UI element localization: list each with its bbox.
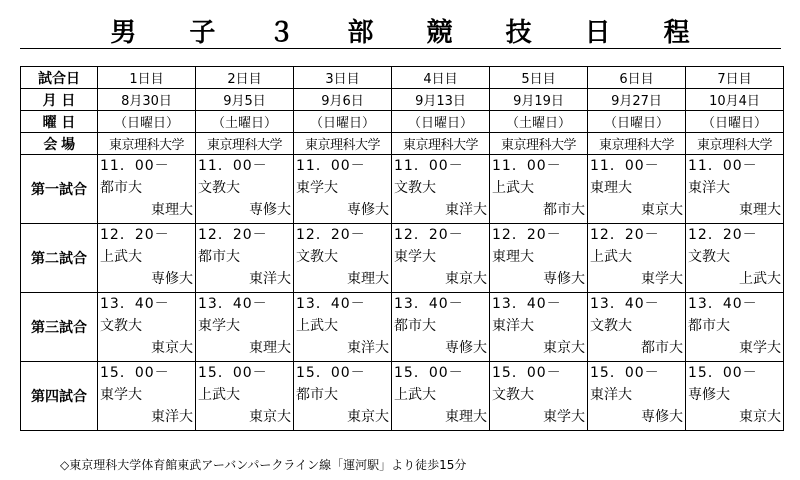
away-team: 東理大 [151, 202, 193, 218]
game-cell [196, 155, 294, 224]
game-cell [294, 155, 392, 224]
game-cell [98, 293, 196, 362]
game-time: 15．00－ [688, 365, 758, 381]
away-team: 上武大 [739, 271, 781, 287]
away-team: 東学大 [641, 271, 683, 287]
away-team: 東京大 [739, 409, 781, 425]
away-team: 東理大 [347, 271, 389, 287]
weekday-cell: （日曜日） [588, 111, 686, 133]
home-team: 都市大 [296, 387, 338, 403]
venue-cell: 東京理科大学 [588, 133, 686, 155]
home-team: 都市大 [688, 318, 730, 334]
game-row [21, 362, 784, 431]
away-team: 東洋大 [445, 202, 487, 218]
game-cell [294, 224, 392, 293]
game-cell [686, 293, 784, 362]
match-day-cell: 4日目 [392, 67, 490, 89]
away-team: 東京大 [445, 271, 487, 287]
game-time: 12．20－ [100, 227, 170, 243]
game-cell [588, 293, 686, 362]
venue-access-note: ◇東京理科大学体育館東武アーバンパークライン線「運河駅」より徒歩15分 [60, 458, 467, 472]
venue-cell: 東京理科大学 [686, 133, 784, 155]
game-cell [98, 362, 196, 431]
match-day-label: 試合日 [21, 67, 98, 89]
away-team: 都市大 [543, 202, 585, 218]
home-team: 文教大 [688, 249, 730, 265]
game-time: 11．00－ [296, 158, 366, 174]
game-cell [588, 224, 686, 293]
home-team: 東学大 [100, 387, 142, 403]
game-cell [588, 362, 686, 431]
away-team: 都市大 [641, 340, 683, 356]
game-cell [490, 224, 588, 293]
date-cell: 9月6日 [294, 89, 392, 111]
game-cell [196, 293, 294, 362]
match-day-cell: 6日目 [588, 67, 686, 89]
schedule-table [20, 66, 784, 431]
away-team: 東洋大 [249, 271, 291, 287]
away-team: 東理大 [739, 202, 781, 218]
match-day-cell: 7日目 [686, 67, 784, 89]
weekday-cell: （日曜日） [392, 111, 490, 133]
weekday-cell: （日曜日） [294, 111, 392, 133]
game-time: 11．00－ [198, 158, 268, 174]
game-time: 11．00－ [394, 158, 464, 174]
away-team: 専修大 [151, 271, 193, 287]
home-team: 都市大 [394, 318, 436, 334]
game-time: 13．40－ [100, 296, 170, 312]
match-day-row [21, 67, 784, 89]
home-team: 上武大 [296, 318, 338, 334]
game-time: 12．20－ [688, 227, 758, 243]
home-team: 上武大 [590, 249, 632, 265]
game-time: 13．40－ [394, 296, 464, 312]
home-team: 文教大 [198, 180, 240, 196]
away-team: 東京大 [347, 409, 389, 425]
page-title: 男 子 ３ 部 競 技 日 程 [110, 17, 712, 48]
match-day-cell: 1日目 [98, 67, 196, 89]
weekday-cell: （日曜日） [686, 111, 784, 133]
game-time: 11．00－ [100, 158, 170, 174]
game-time: 12．20－ [492, 227, 562, 243]
away-team: 東京大 [249, 409, 291, 425]
game-label: 第一試合 [21, 155, 98, 224]
match-day-cell: 2日目 [196, 67, 294, 89]
game-time: 13．40－ [492, 296, 562, 312]
match-day-cell: 3日目 [294, 67, 392, 89]
away-team: 東理大 [445, 409, 487, 425]
game-label: 第二試合 [21, 224, 98, 293]
game-time: 11．00－ [492, 158, 562, 174]
home-team: 東学大 [394, 249, 436, 265]
game-time: 12．20－ [590, 227, 660, 243]
date-cell: 9月5日 [196, 89, 294, 111]
away-team: 東学大 [543, 409, 585, 425]
home-team: 東洋大 [492, 318, 534, 334]
away-team: 東理大 [249, 340, 291, 356]
weekday-label: 曜 日 [21, 111, 98, 133]
game-time: 15．00－ [100, 365, 170, 381]
game-time: 13．40－ [198, 296, 268, 312]
home-team: 上武大 [100, 249, 142, 265]
game-time: 12．20－ [198, 227, 268, 243]
venue-cell: 東京理科大学 [196, 133, 294, 155]
date-cell: 8月30日 [98, 89, 196, 111]
match-day-cell: 5日目 [490, 67, 588, 89]
home-team: 上武大 [198, 387, 240, 403]
game-rows [21, 155, 784, 431]
game-cell [490, 362, 588, 431]
game-cell [98, 155, 196, 224]
game-cell [686, 362, 784, 431]
game-time: 11．00－ [688, 158, 758, 174]
home-team: 上武大 [492, 180, 534, 196]
game-cell [392, 293, 490, 362]
game-cell [98, 224, 196, 293]
venue-row [21, 133, 784, 155]
home-team: 文教大 [394, 180, 436, 196]
home-team: 文教大 [590, 318, 632, 334]
away-team: 東洋大 [347, 340, 389, 356]
venue-cell: 東京理科大学 [98, 133, 196, 155]
away-team: 東京大 [151, 340, 193, 356]
away-team: 専修大 [543, 271, 585, 287]
weekday-cell: （日曜日） [98, 111, 196, 133]
home-team: 東学大 [198, 318, 240, 334]
date-cell: 9月13日 [392, 89, 490, 111]
home-team: 文教大 [296, 249, 338, 265]
venue-cell: 東京理科大学 [490, 133, 588, 155]
game-time: 15．00－ [590, 365, 660, 381]
home-team: 東洋大 [590, 387, 632, 403]
home-team: 都市大 [198, 249, 240, 265]
game-time: 13．40－ [296, 296, 366, 312]
home-team: 東洋大 [688, 180, 730, 196]
home-team: 東学大 [296, 180, 338, 196]
game-time: 11．00－ [590, 158, 660, 174]
away-team: 専修大 [641, 409, 683, 425]
game-cell [490, 155, 588, 224]
game-time: 15．00－ [198, 365, 268, 381]
game-cell [392, 155, 490, 224]
date-cell: 10月4日 [686, 89, 784, 111]
game-time: 13．40－ [688, 296, 758, 312]
venue-label: 会 場 [21, 133, 98, 155]
away-team: 専修大 [445, 340, 487, 356]
venue-cell: 東京理科大学 [392, 133, 490, 155]
title-divider [20, 48, 781, 49]
game-time: 12．20－ [296, 227, 366, 243]
home-team: 上武大 [394, 387, 436, 403]
home-team: 文教大 [100, 318, 142, 334]
game-time: 13．40－ [590, 296, 660, 312]
weekday-cell: （土曜日） [490, 111, 588, 133]
game-label: 第三試合 [21, 293, 98, 362]
date-row [21, 89, 784, 111]
weekday-cell: （土曜日） [196, 111, 294, 133]
game-cell [196, 224, 294, 293]
date-cell: 9月19日 [490, 89, 588, 111]
game-time: 15．00－ [492, 365, 562, 381]
away-team: 専修大 [249, 202, 291, 218]
away-team: 東学大 [739, 340, 781, 356]
away-team: 専修大 [347, 202, 389, 218]
venue-cell: 東京理科大学 [294, 133, 392, 155]
game-label: 第四試合 [21, 362, 98, 431]
home-team: 専修大 [688, 387, 730, 403]
home-team: 文教大 [492, 387, 534, 403]
game-cell [588, 155, 686, 224]
home-team: 都市大 [100, 180, 142, 196]
game-cell [196, 362, 294, 431]
game-cell [490, 293, 588, 362]
game-cell [294, 293, 392, 362]
game-row [21, 224, 784, 293]
away-team: 東京大 [641, 202, 683, 218]
game-cell [686, 224, 784, 293]
away-team: 東京大 [543, 340, 585, 356]
game-row [21, 155, 784, 224]
game-cell [294, 362, 392, 431]
weekday-row [21, 111, 784, 133]
game-cell [686, 155, 784, 224]
game-cell [392, 362, 490, 431]
date-cell: 9月27日 [588, 89, 686, 111]
away-team: 東洋大 [151, 409, 193, 425]
game-time: 12．20－ [394, 227, 464, 243]
game-time: 15．00－ [296, 365, 366, 381]
game-row [21, 293, 784, 362]
home-team: 東理大 [492, 249, 534, 265]
game-cell [392, 224, 490, 293]
game-time: 15．00－ [394, 365, 464, 381]
home-team: 東理大 [590, 180, 632, 196]
date-label: 月 日 [21, 89, 98, 111]
